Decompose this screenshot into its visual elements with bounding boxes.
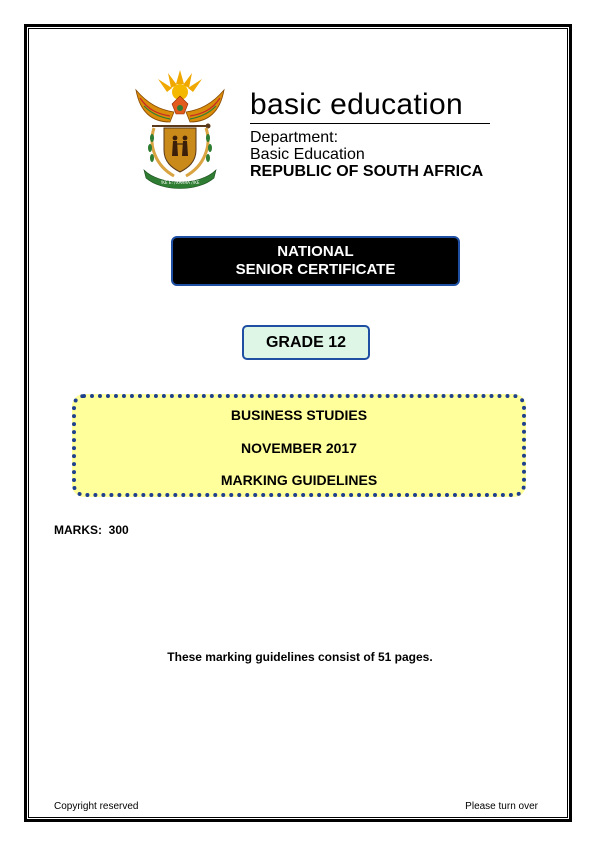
document-type: MARKING GUIDELINES xyxy=(220,472,378,488)
republic-name: REPUBLIC OF SOUTH AFRICA xyxy=(250,163,484,180)
grade-label: GRADE 12 xyxy=(265,334,347,351)
rising-sun-icon xyxy=(158,70,202,100)
shield-icon xyxy=(164,128,196,172)
exam-session: NOVEMBER 2017 xyxy=(241,440,357,456)
subject-name: BUSINESS STUDIES xyxy=(230,407,368,423)
certificate-title-box xyxy=(171,236,460,286)
department-header xyxy=(250,88,500,181)
total-marks: MARKS: 300 xyxy=(54,523,129,537)
footer-turn-over: Please turn over xyxy=(465,801,538,812)
grade-box xyxy=(242,325,370,360)
brand-name: basic education xyxy=(250,88,463,121)
protea-flower-icon xyxy=(172,96,188,114)
page-count-note: These marking guidelines consist of 51 pages. xyxy=(167,650,433,664)
certificate-line-2: SENIOR CERTIFICATE xyxy=(235,261,396,278)
certificate-line-1: NATIONAL xyxy=(277,243,354,260)
brand-underline xyxy=(250,123,490,124)
department-label: Department: xyxy=(250,129,339,146)
coat-of-arms-emblem xyxy=(130,64,230,192)
footer-copyright: Copyright reserved xyxy=(54,801,139,812)
motto-text: !KE E: /XARRA //KE xyxy=(160,180,200,185)
motto-ribbon xyxy=(144,170,216,189)
department-name: Basic Education xyxy=(250,146,365,163)
subject-box xyxy=(72,394,526,497)
